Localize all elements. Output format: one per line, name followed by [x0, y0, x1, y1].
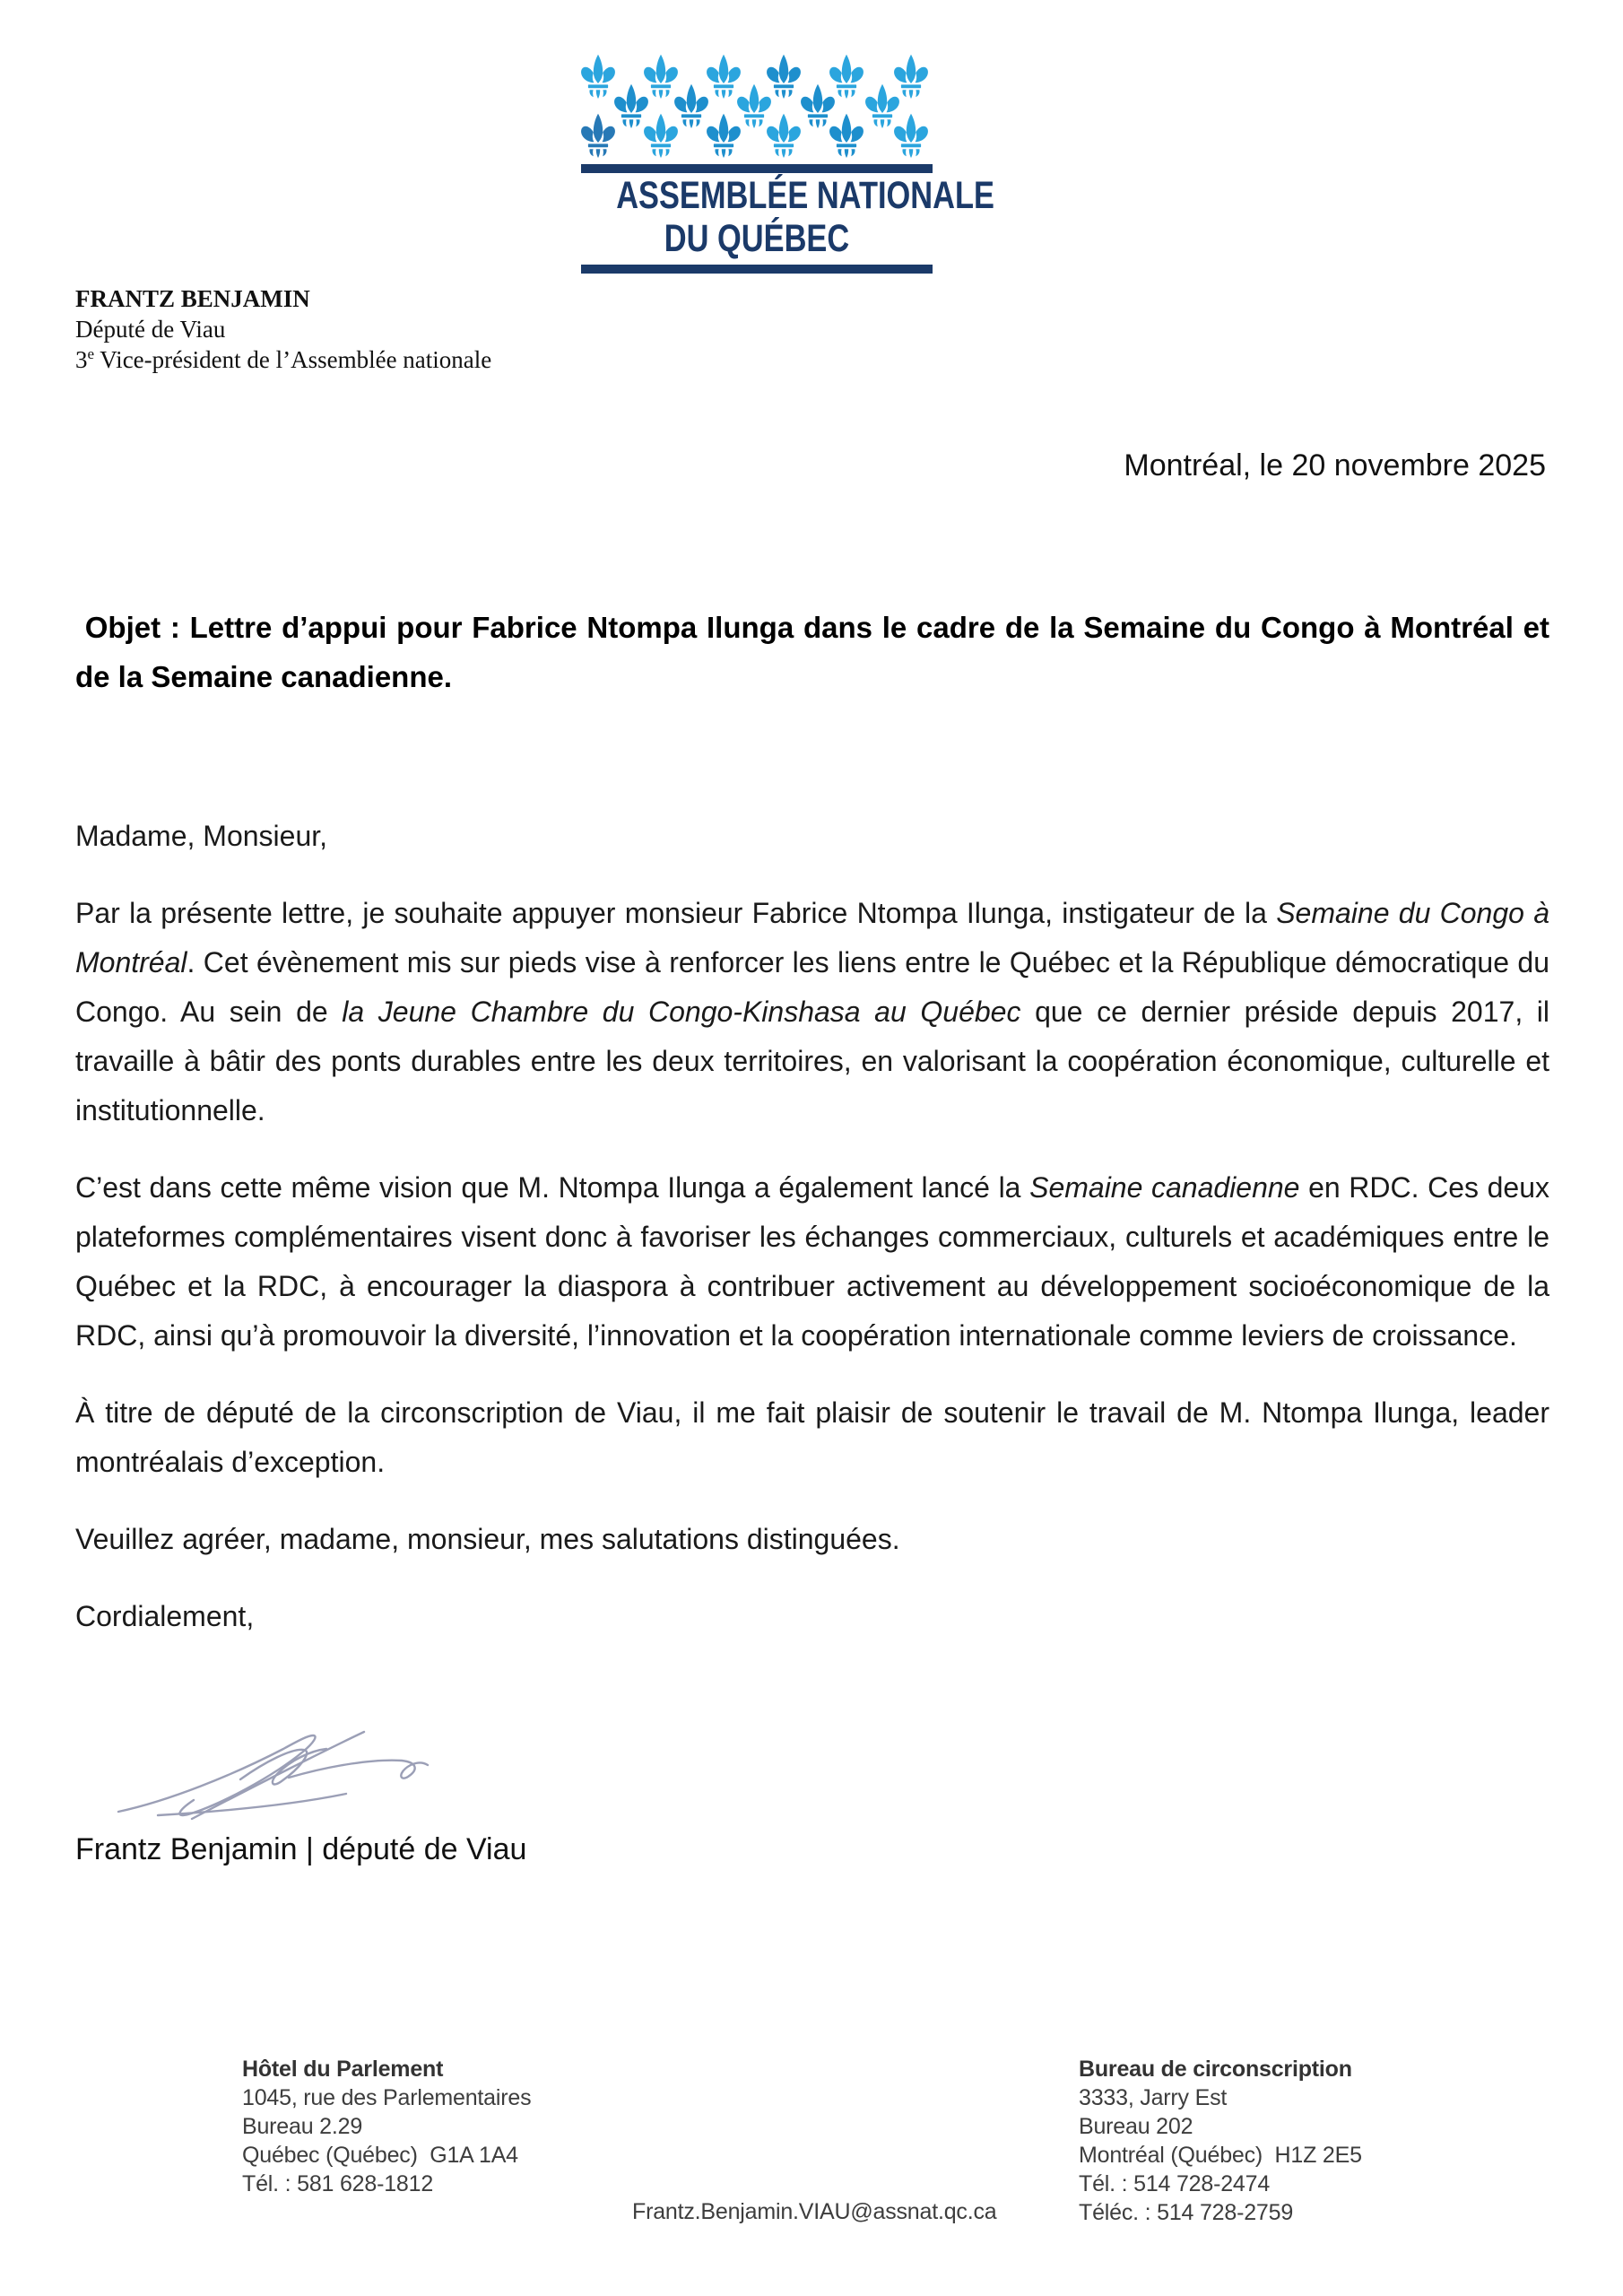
logo-bottom-rule [581, 265, 933, 274]
letter-body [75, 812, 1549, 1669]
footer-riding-office: Bureau 202 [1079, 2114, 1193, 2139]
italic-text: Semaine du Congo à Montréal [75, 897, 1550, 978]
logo-wordmark-line1: ASSEMBLÉE NATIONALE [616, 174, 994, 217]
footer-parliament-street: 1045, rue des Parlementaires [242, 2085, 532, 2110]
paragraph-1 [75, 889, 1549, 1135]
plain-text: en RDC. Ces deux plateformes complémentaires visent donc à favoriser les échanges commerciaux, culturels et académiques entre le Québec et la RDC, à encourager la diaspora à contribuer activement au développement socioéconomique de la RDC, ainsi qu’à promouvoir la diversité, l’innovation et la coopération internationale comme leviers de croissance. [75, 1171, 1550, 1352]
footer-riding-title: Bureau de circonscription [1079, 2057, 1352, 2082]
plain-text: C’est dans cette même vision que M. Ntompa Ilunga a également lancé la [75, 1171, 1030, 1204]
plain-text: Veuillez agréer, madame, monsieur, mes salutations distinguées. [75, 1523, 900, 1555]
sender-title-2 [75, 344, 491, 375]
fleur-de-lis-pattern [581, 54, 933, 158]
fleur-de-lis-icon [891, 113, 931, 158]
footer-riding-phone: Tél. : 514 728-2474 [1079, 2171, 1271, 2196]
fleur-de-lis-icon [704, 113, 743, 158]
sender-block [75, 283, 491, 375]
fleur-de-lis-icon [764, 113, 803, 158]
paragraph-3 [75, 1388, 1549, 1487]
sender-title-1: Député de Viau [75, 316, 226, 343]
logo-top-rule [581, 164, 933, 173]
italic-text: Semaine canadienne [1029, 1171, 1300, 1204]
assemblee-nationale-logo [581, 54, 994, 274]
footer-riding-city: Montréal (Québec) H1Z 2E5 [1079, 2143, 1362, 2168]
handwritten-signature [106, 1724, 527, 1836]
sender-title-2-number: 3 [75, 346, 88, 373]
plain-text: . Cet évènement mis sur pieds vise à renforcer les liens entre le Québec et la République démocratique du Congo. Au sein de [75, 946, 1549, 1028]
footer-riding-address [1079, 2055, 1362, 2227]
fleur-de-lis-icon [827, 113, 866, 158]
footer-email: Frantz.Benjamin.VIAU@assnat.qc.ca [632, 2199, 997, 2224]
footer-parliament-address [242, 2055, 531, 2198]
plain-text: Par la présente lettre, je souhaite appuyer monsieur Fabrice Ntompa Ilunga, instigateur de la [75, 897, 1277, 929]
closing-line: Cordialement, [75, 1600, 255, 1632]
logo-wordmark-line2: DU QUÉBEC [664, 217, 850, 260]
paragraph-2 [75, 1163, 1549, 1361]
date-line: Montréal, le 20 novembre 2025 [1124, 448, 1546, 483]
footer-parliament-city: Québec (Québec) G1A 1A4 [242, 2143, 518, 2168]
salutation: Madame, Monsieur, [75, 820, 328, 852]
plain-text: que ce dernier préside depuis 2017, il travaille à bâtir des ponts durables entre les deux territoires, en valorisant la coopération économique, culturelle et institutionnelle. [75, 996, 1550, 1126]
footer-parliament-office: Bureau 2.29 [242, 2114, 363, 2139]
signature-name-line: Frantz Benjamin | député de Viau [75, 1832, 527, 1866]
subject-line: Objet : Lettre d’appui pour Fabrice Ntompa Ilunga dans le cadre de la Semaine du Congo à Montréal et de la Semaine canadienne. [75, 611, 1549, 693]
plain-text: À titre de député de la circonscription de Viau, il me fait plaisir de soutenir le travail de M. Ntompa Ilunga, leader montréalais d’exception. [75, 1396, 1549, 1478]
footer-parliament-phone: Tél. : 581 628-1812 [242, 2171, 434, 2196]
footer-riding-fax: Téléc. : 514 728-2759 [1079, 2200, 1294, 2225]
fleur-de-lis-icon [578, 113, 618, 158]
footer-riding-street: 3333, Jarry Est [1079, 2085, 1228, 2110]
sender-title-2-ordinal: e [87, 345, 95, 362]
sender-name: FRANTZ BENJAMIN [75, 285, 310, 312]
footer-parliament-title: Hôtel du Parlement [242, 2057, 444, 2082]
sender-title-2-text: Vice-président de l’Assemblée nationale [94, 346, 492, 373]
fleur-de-lis-icon [641, 113, 681, 158]
paragraph-4 [75, 1515, 1549, 1564]
italic-text: la Jeune Chambre du Congo-Kinshasa au Québec [342, 996, 1021, 1028]
